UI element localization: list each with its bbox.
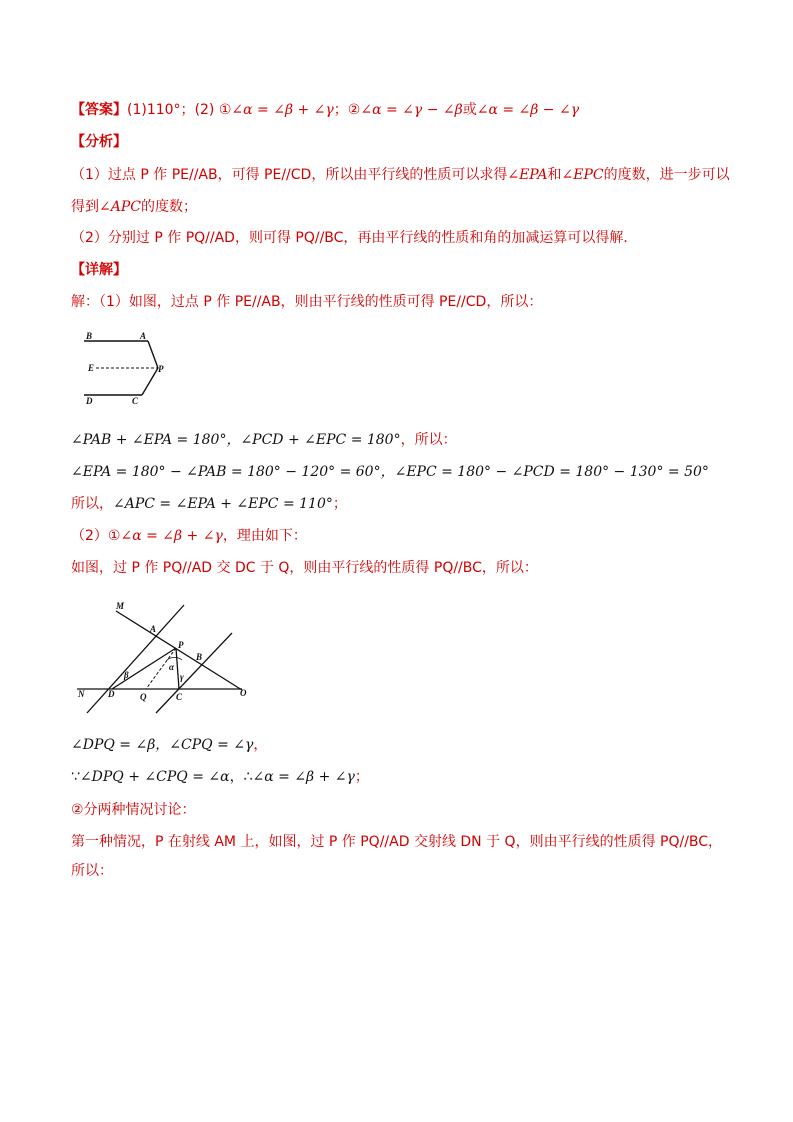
answer-line [71, 100, 579, 120]
detail-part2-intro: 如图，过 P 作 PQ//AD 交 DC 于 Q，则由平行线的性质得 PQ//BC，所以： [71, 560, 538, 576]
detail-part2-head: （2）① [71, 528, 121, 544]
detail-part2-eq: ∠α = ∠β + ∠γ [120, 528, 223, 544]
because-symbol: ∵ [71, 769, 80, 785]
detail-eq-c-head: 所以， [71, 496, 113, 512]
detail-eq-e2: ∠α = ∠β + ∠γ [252, 769, 355, 785]
fig1-label-c: C [132, 396, 139, 406]
fig2-label-beta: β [124, 670, 129, 680]
fig1-label-b: B [86, 331, 93, 341]
detail-eq-c-tail: ； [332, 496, 347, 512]
answer-sep: ；② [333, 102, 361, 118]
analysis-p1-line1 [71, 165, 730, 185]
detail-intro: 解：（1）如图，过点 P 作 PE//AB，则由平行线的性质可得 PE//CD，所以： [71, 294, 543, 310]
figure-1-diagram [78, 327, 178, 407]
detail-eq-c: ∠APC = ∠EPA + ∠EPC = 110° [113, 496, 333, 512]
answer-eq1: ∠α = ∠β + ∠γ [231, 102, 334, 118]
fig2-label-p: P [178, 640, 184, 650]
analysis-angle-apc: ∠APC [99, 199, 141, 215]
fig2-label-m: M [116, 601, 125, 611]
figure-2-diagram [72, 598, 262, 716]
detail-label: 【详解】 [71, 262, 127, 278]
answer-part1: (1)110°； [127, 102, 195, 118]
answer-eq2: ∠α = ∠γ − ∠β [360, 102, 463, 118]
fig2-label-a: A [150, 624, 157, 634]
detail-eq-a: ∠PAB + ∠EPA = 180°，∠PCD + ∠EPC = 180° [71, 432, 401, 448]
analysis-p1e: 的度数； [140, 199, 197, 215]
detail-eq-e-line [71, 767, 369, 787]
detail-case2-text: 第一种情况，P 在射线 AM 上，如图，过 P 作 PQ//AD 交射线 DN 于 Q，则由平行线的性质得 PQ//BC，所以： [71, 834, 723, 879]
detail-eq-d-line [71, 735, 267, 755]
answer-label: 【答案】 [71, 102, 127, 118]
analysis-angle-epa: ∠EPA [507, 167, 548, 183]
analysis-p2: （2）分别过 P 作 PQ//AD，则可得 PQ//BC，再由平行线的性质和角的加减运算可以得解． [71, 230, 638, 246]
fig2-label-q: Q [140, 692, 147, 702]
analysis-p1a: （1）过点 P 作 PE//AB，可得 PE//CD，所以由平行线的性质可以求得 [71, 167, 508, 183]
analysis-angle-epc: ∠EPC [561, 167, 604, 183]
analysis-label: 【分析】 [71, 134, 127, 150]
fig2-label-alpha: α [169, 662, 174, 672]
detail-eq-a-tail: ，所以： [400, 432, 457, 448]
fig2-label-b: B [196, 652, 203, 662]
fig2-label-c: C [176, 692, 183, 702]
analysis-p1c: 的度数，进一步可以 [603, 167, 730, 183]
answer-eq3: ∠α = ∠β − ∠γ [476, 102, 580, 118]
fig1-label-e: E [88, 363, 95, 373]
detail-case2-head: ②分两种情况讨论： [71, 802, 196, 818]
detail-part2-line [71, 526, 307, 546]
detail-part2-tail: ，理由如下： [222, 528, 307, 544]
detail-eq-c-line [71, 494, 347, 514]
fig1-label-a: A [140, 331, 147, 341]
therefore-symbol: ，∴ [229, 769, 253, 785]
fig2-label-n: N [78, 689, 85, 699]
analysis-p1b: 和 [547, 167, 562, 183]
detail-eq-e-tail: ； [354, 769, 369, 785]
analysis-p1-line2 [71, 197, 197, 217]
fig2-label-gamma: γ [180, 672, 184, 682]
detail-eq-a-line [71, 430, 457, 450]
answer-part2-prefix: (2) ① [194, 102, 232, 118]
detail-eq-d: ∠DPQ = ∠β，∠CPQ = ∠γ [71, 737, 254, 753]
detail-eq-d-tail: ， [253, 737, 268, 753]
fig2-label-d: D [108, 689, 115, 699]
answer-or: 或 [462, 102, 477, 118]
fig1-label-p: P [158, 364, 164, 374]
fig1-label-d: D [86, 396, 93, 406]
detail-eq-b-line [71, 462, 709, 482]
detail-eq-e: ∠DPQ + ∠CPQ = ∠α [79, 769, 230, 785]
fig2-label-o: O [240, 688, 247, 698]
analysis-p1d: 得到 [71, 199, 99, 215]
detail-eq-b: ∠EPA = 180° − ∠PAB = 180° − 120° = 60°，∠EPC = 180° − ∠PCD = 180° − 130° = 50° [71, 464, 709, 480]
